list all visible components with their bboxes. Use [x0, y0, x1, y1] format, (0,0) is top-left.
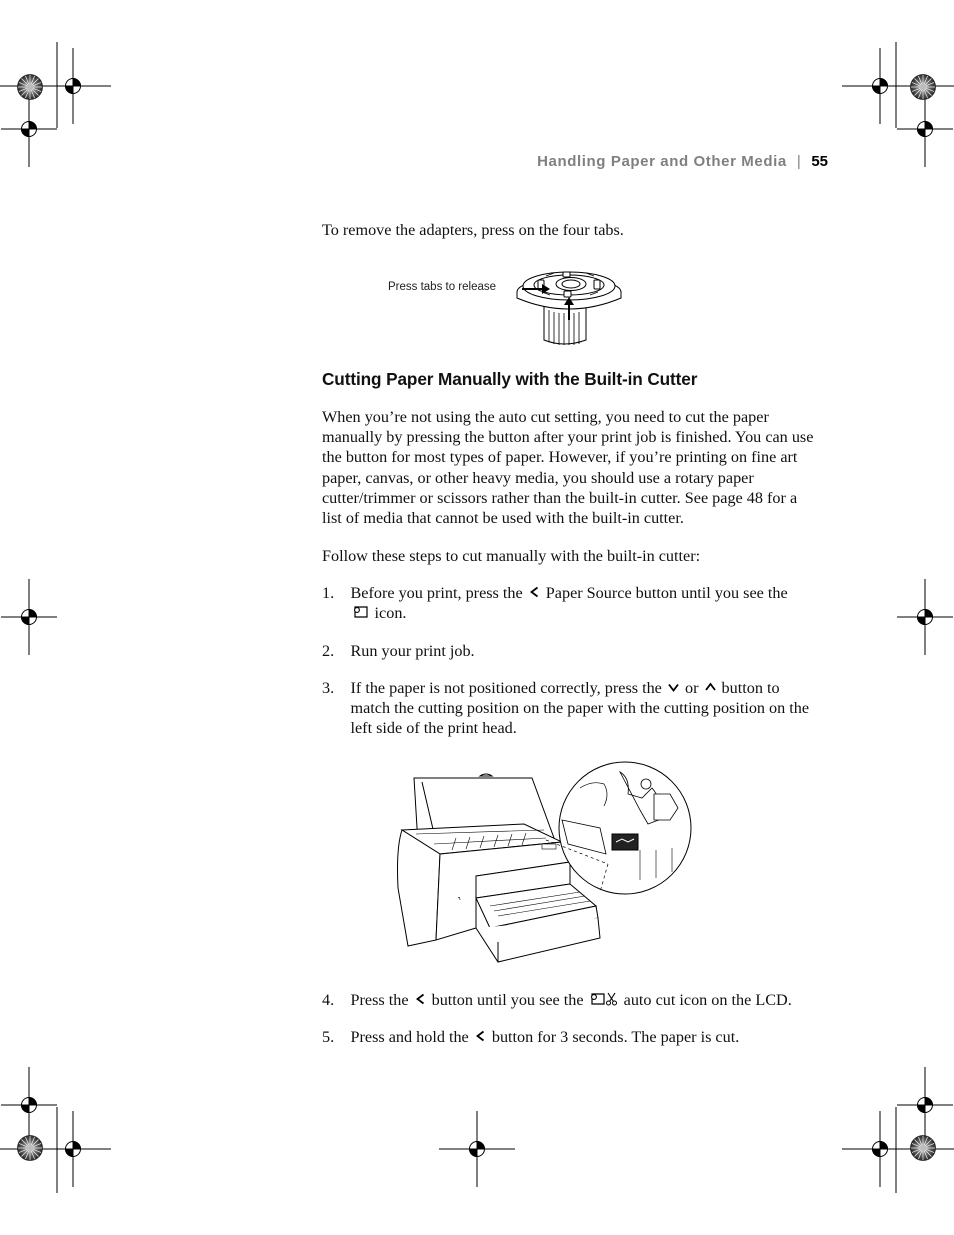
step-text-part: button to	[721, 679, 780, 697]
registration-crosshair-icon	[35, 48, 111, 124]
step-number: 3.	[322, 679, 335, 697]
step-number: 4.	[322, 991, 335, 1009]
registration-crosshair-icon	[1, 91, 57, 167]
step-text	[351, 1027, 831, 1047]
registration-crosshair-icon	[1, 579, 57, 655]
registration-crosshair-icon	[842, 48, 918, 124]
paragraph-line: cutter/trimmer or scissors rather than the built-in cutter. See page 48 for a	[322, 488, 798, 507]
step-2	[322, 641, 830, 663]
step-text	[351, 990, 831, 1010]
step-text-part: Paper Source button until you see the	[545, 584, 788, 602]
step-text	[351, 583, 831, 623]
paper-source-left-arrow-icon	[528, 585, 541, 599]
figure-caption: Press tabs to release	[388, 281, 497, 293]
step-text-part: auto cut icon on the LCD.	[623, 991, 792, 1009]
paper-source-left-arrow-icon	[474, 1029, 487, 1043]
registration-crosshair-icon	[897, 91, 953, 167]
cutter-paragraph	[322, 407, 830, 528]
down-arrow-icon	[667, 680, 680, 694]
step-text-part: left side of the print head.	[350, 719, 517, 738]
page-number: 55	[811, 153, 828, 170]
paragraph-line: When you’re not using the auto cut setting, you need to cut the paper	[322, 408, 769, 426]
roll-paper-auto-cut-icon	[589, 992, 619, 1006]
registration-crosshair-icon	[1, 1067, 57, 1143]
up-arrow-icon	[704, 680, 717, 694]
running-head-title: Handling Paper and Other Media	[537, 153, 787, 170]
follow-steps-text: Follow these steps to cut manually with the built-in cutter:	[322, 547, 701, 565]
starburst-target-icon	[18, 1136, 43, 1161]
paragraph-line: paper, canvas, or other heavy media, you should use a rotary paper	[322, 468, 754, 487]
starburst-target-icon	[911, 1136, 936, 1161]
step-text-part: button for 3 seconds. The paper is cut.	[491, 1028, 740, 1046]
running-head	[440, 153, 828, 170]
step-text-part: Before you print, press the	[350, 584, 523, 602]
step-text-part: Press and hold the	[350, 1028, 469, 1046]
step-text-part: or	[684, 679, 699, 697]
paragraph-line: manually by pressing the button after your print job is finished. You can use	[322, 428, 814, 447]
paper-source-left-arrow-icon	[414, 992, 427, 1006]
step-number: 5.	[322, 1028, 335, 1046]
step-text-part: If the paper is not positioned correctly, press the	[350, 679, 662, 697]
adapter-illustration	[514, 262, 626, 348]
step-1	[322, 583, 830, 625]
step-text-part: match the cutting position on the paper with the cutting position on the	[350, 699, 810, 718]
step-number: 1.	[322, 584, 335, 602]
printer-cutter-illustration	[394, 758, 694, 966]
step-3	[322, 678, 830, 740]
starburst-target-icon	[911, 75, 936, 100]
paragraph-line: the button for most types of paper. However, if you’re printing on fine art	[322, 448, 798, 467]
registration-crosshair-icon	[842, 1111, 918, 1187]
adapters-instruction: To remove the adapters, press on the four tabs.	[322, 221, 624, 239]
step-text-part: button until you see the	[431, 991, 584, 1009]
step-number: 2.	[322, 642, 335, 660]
step-4	[322, 990, 830, 1012]
step-text	[351, 678, 831, 739]
step-text-part: icon.	[374, 604, 407, 623]
registration-crosshair-icon	[897, 1067, 953, 1143]
section-heading: Cutting Paper Manually with the Built-in Cutter	[322, 369, 698, 389]
running-head-separator: |	[796, 153, 802, 170]
step-text-part: Press the	[350, 991, 409, 1009]
registration-crosshair-icon	[439, 1111, 515, 1187]
step-text: Run your print job.	[350, 642, 475, 660]
step-5	[322, 1027, 830, 1049]
starburst-target-icon	[18, 75, 43, 100]
registration-crosshair-icon	[35, 1111, 111, 1187]
paragraph-line: list of media that cannot be used with the built-in cutter.	[322, 509, 684, 528]
registration-crosshair-icon	[897, 579, 953, 655]
roll-paper-icon	[352, 605, 370, 619]
